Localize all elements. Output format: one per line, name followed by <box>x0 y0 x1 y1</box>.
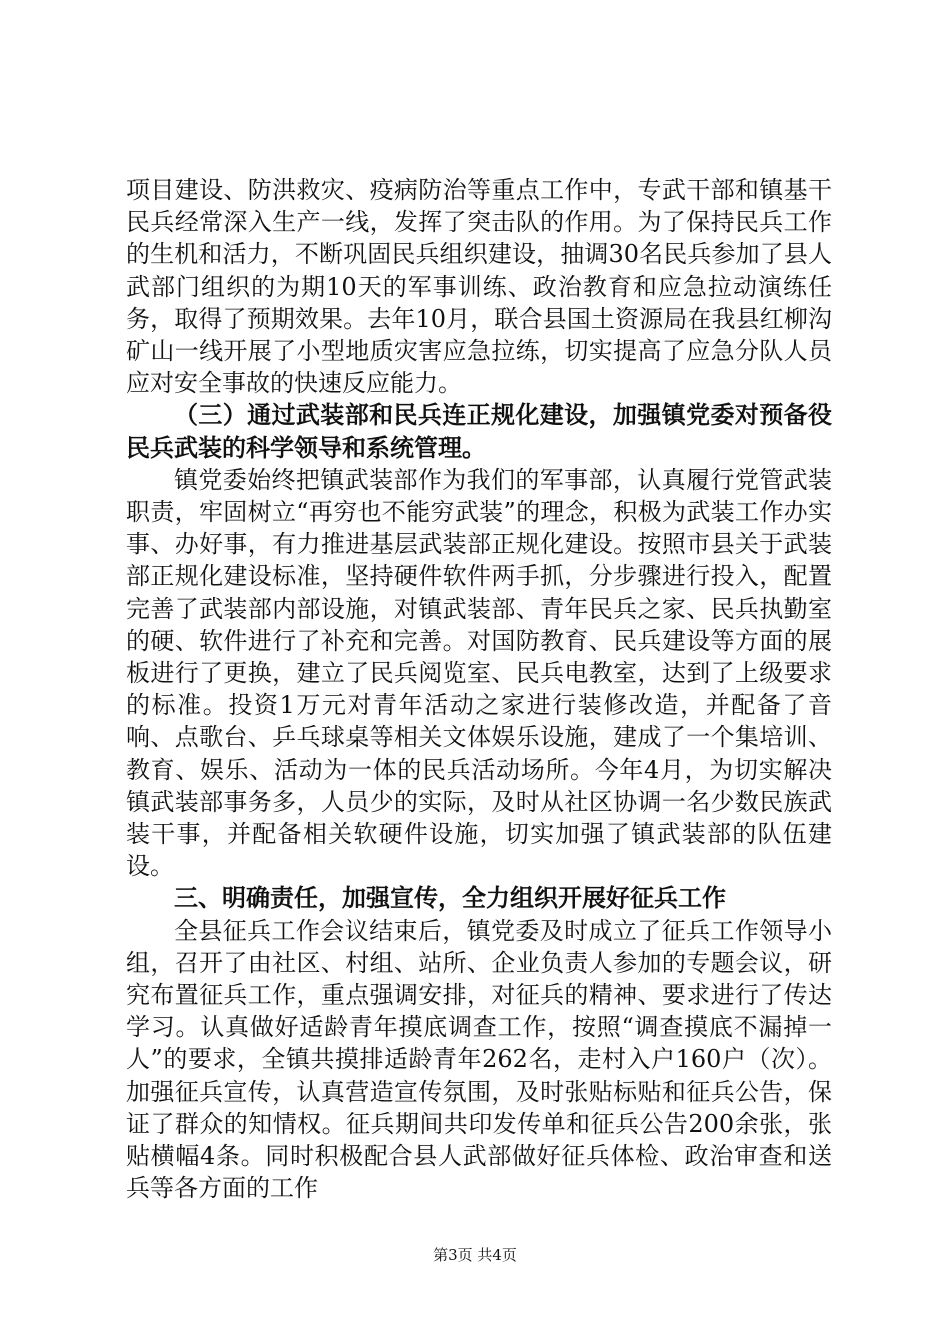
section-heading: 三、明确责任，加强宣传，全力组织开展好征兵工作 <box>174 883 726 913</box>
body-paragraph: 全县征兵工作会议结束后，镇党委及时成立了征兵工作领导小组，召开了由社区、村组、站所、企业负责人参加的专题会议，研究布置征兵工作，重点强调安排，对征兵的精神、要求进行了传达学习。认真做好适龄青年摸底调查工作，按照“调查摸底不漏掉一人”的要求，全镇共摸排适龄青年262名，走村入户160户（次）。加强征兵宣传，认真营造宣传氛围，及时张贴标贴和征兵公告，保证了群众的知情权。征兵期间共印发传单和征兵公告200余张，张贴横幅4条。同时积极配合县人武部做好征兵体检、政治审查和送兵等各方面的工作 <box>126 916 832 1203</box>
section-heading: （三）通过武装部和民兵连正规化建设，加强镇党委对预备役民兵武装的科学领导和系统管理。 <box>126 400 832 462</box>
body-paragraph: 项目建设、防洪救灾、疫病防治等重点工作中，专武干部和镇基干民兵经常深入生产一线，发挥了突击队的作用。为了保持民兵工作的生机和活力，不断巩固民兵组织建设，抽调30名民兵参加了县人武部门组织的为期10天的军事训练、政治教育和应急拉动演练任务，取得了预期效果。去年10月，联合县国土资源局在我县红柳沟矿山一线开展了小型地质灾害应急拉练，切实提高了应急分队人员应对安全事故的快速反应能力。 <box>126 176 832 398</box>
page-footer: 第3页 共4页 <box>433 1246 517 1264</box>
document-body <box>126 174 832 1205</box>
body-paragraph: 镇党委始终把镇武装部作为我们的军事部，认真履行党管武装职责，牢固树立“再穷也不能穷武装”的理念，积极为武装工作办实事、办好事，有力推进基层武装部正规化建设。按照市县关于武装部正规化建设标准，坚持硬件软件两手抓，分步骤进行投入，配置完善了武装部内部设施，对镇武装部、青年民兵之家、民兵执勤室的硬、软件进行了补充和完善。对国防教育、民兵建设等方面的展板进行了更换，建立了民兵阅览室、民兵电教室，达到了上级要求的标准。投资1万元对青年活动之家进行装修改造，并配备了音响、点歌台、乒乓球桌等相关文体娱乐设施，建成了一个集培训、教育、娱乐、活动为一体的民兵活动场所。今年4月，为切实解决镇武装部事务多，人员少的实际，及时从社区协调一名少数民族武装干事，并配备相关软硬件设施，切实加强了镇武装部的队伍建设。 <box>126 465 832 881</box>
